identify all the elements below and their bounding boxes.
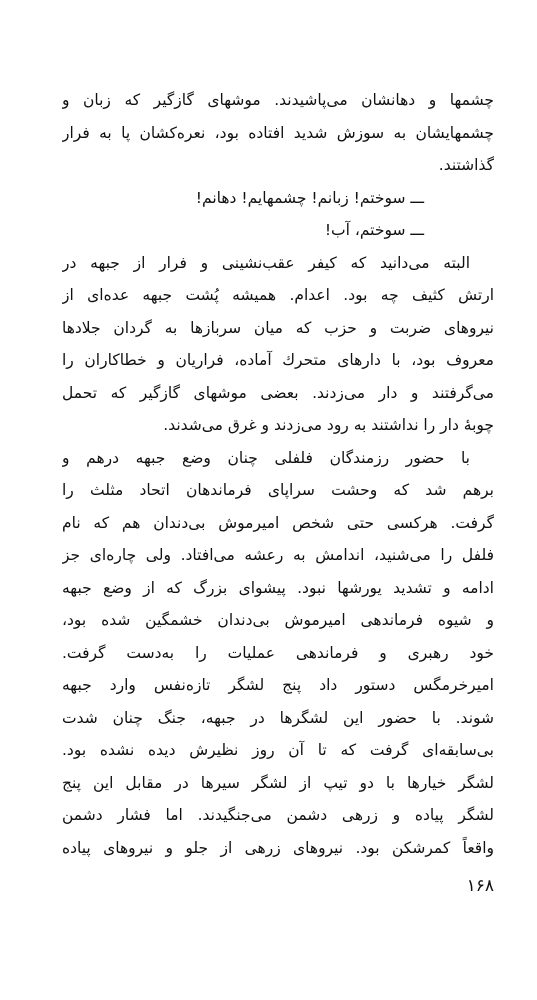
- text-line: می‌گرفتند و دار می‌زدند. بعضی موشهای گازگیر که تحمل: [62, 383, 494, 402]
- text-line: برهم شد که وحشت سراپای فرماندهان اتحاد مثلث را: [62, 481, 494, 499]
- text-line: بی‌سابقه‌ای گرفت که تا آن روز نظیرش دیده نشده بود.: [62, 741, 494, 759]
- text-line: واقعاً کمرشکن بود. نیروهای زرهی از جلو و نیروهای پیاده: [62, 838, 494, 857]
- dialogue-line: ـــ سوختم! زبانم! چشمهایم! دهانم!: [195, 188, 424, 207]
- text-line: لشگر پیاده و زرهی دشمن می‌جنگیدند. اما فشار دشمن: [62, 806, 494, 824]
- text-line: ادامه و تشدید یورشها نبود. پیشوای بزرگ که از وضع جبهه: [62, 578, 494, 597]
- text-line: چوبهٔ دار را نداشتند به رود می‌زدند و غرق می‌شدند.: [163, 416, 494, 434]
- text-line: خود رهبری و فرماندهی عملیات را به‌دست گرفت.: [62, 643, 494, 662]
- text-line: با حضور رزمندگان فلفلی چنان وضع جبهه درهم و: [62, 448, 470, 467]
- text-line: البته می‌دانید که کیفر عقب‌نشینی و فرار از جبهه در: [62, 253, 470, 272]
- text-line: چشمها و دهانشان می‌پاشیدند. موشهای گازگیر که زبان و: [62, 91, 494, 109]
- text-line: شوند. با حضور این لشگرها در جبهه، جنگ چنان شدت: [62, 708, 494, 727]
- text-line: فلفل را می‌شنید، اندامش به رعشه می‌افتاد. ولی چاره‌ای جز: [62, 546, 494, 564]
- text-line: و شیوه فرماندهی امیرموش بی‌دندان خشمگین شده بود،: [62, 611, 494, 629]
- text-line: گرفت. هرکسی حتی شخص امیرموش بی‌دندان هم که نام: [62, 513, 494, 532]
- dialogue-line: ـــ سوختم، آب!: [324, 221, 424, 239]
- text-line: لشگر خیارها با دو تیپ از لشگر سیرها در مقابل این پنج: [62, 773, 494, 792]
- body-text: [62, 84, 494, 864]
- page-number: ۱۶۸: [466, 876, 494, 896]
- text-line: معروف بود، با دارهای متحرك آماده، فراریان و خطاکاران را: [62, 351, 494, 369]
- text-line: نیروهای ضربت و حزب که میان سربازها به گردان جلادها: [62, 318, 494, 337]
- text-line: ارتش کثیف چه بود. اعدام. همیشه پُشت جبهه عده‌ای از: [62, 286, 494, 304]
- text-line: گذاشتند.: [438, 156, 494, 174]
- text-line: چشمهایشان به سوزش شدید افتاده بود، نعره‌کشان پا به فرار: [62, 123, 494, 142]
- text-line: امیرخرمگس دستور داد پنج لشگر تازه‌نفس وارد جبهه: [62, 676, 494, 694]
